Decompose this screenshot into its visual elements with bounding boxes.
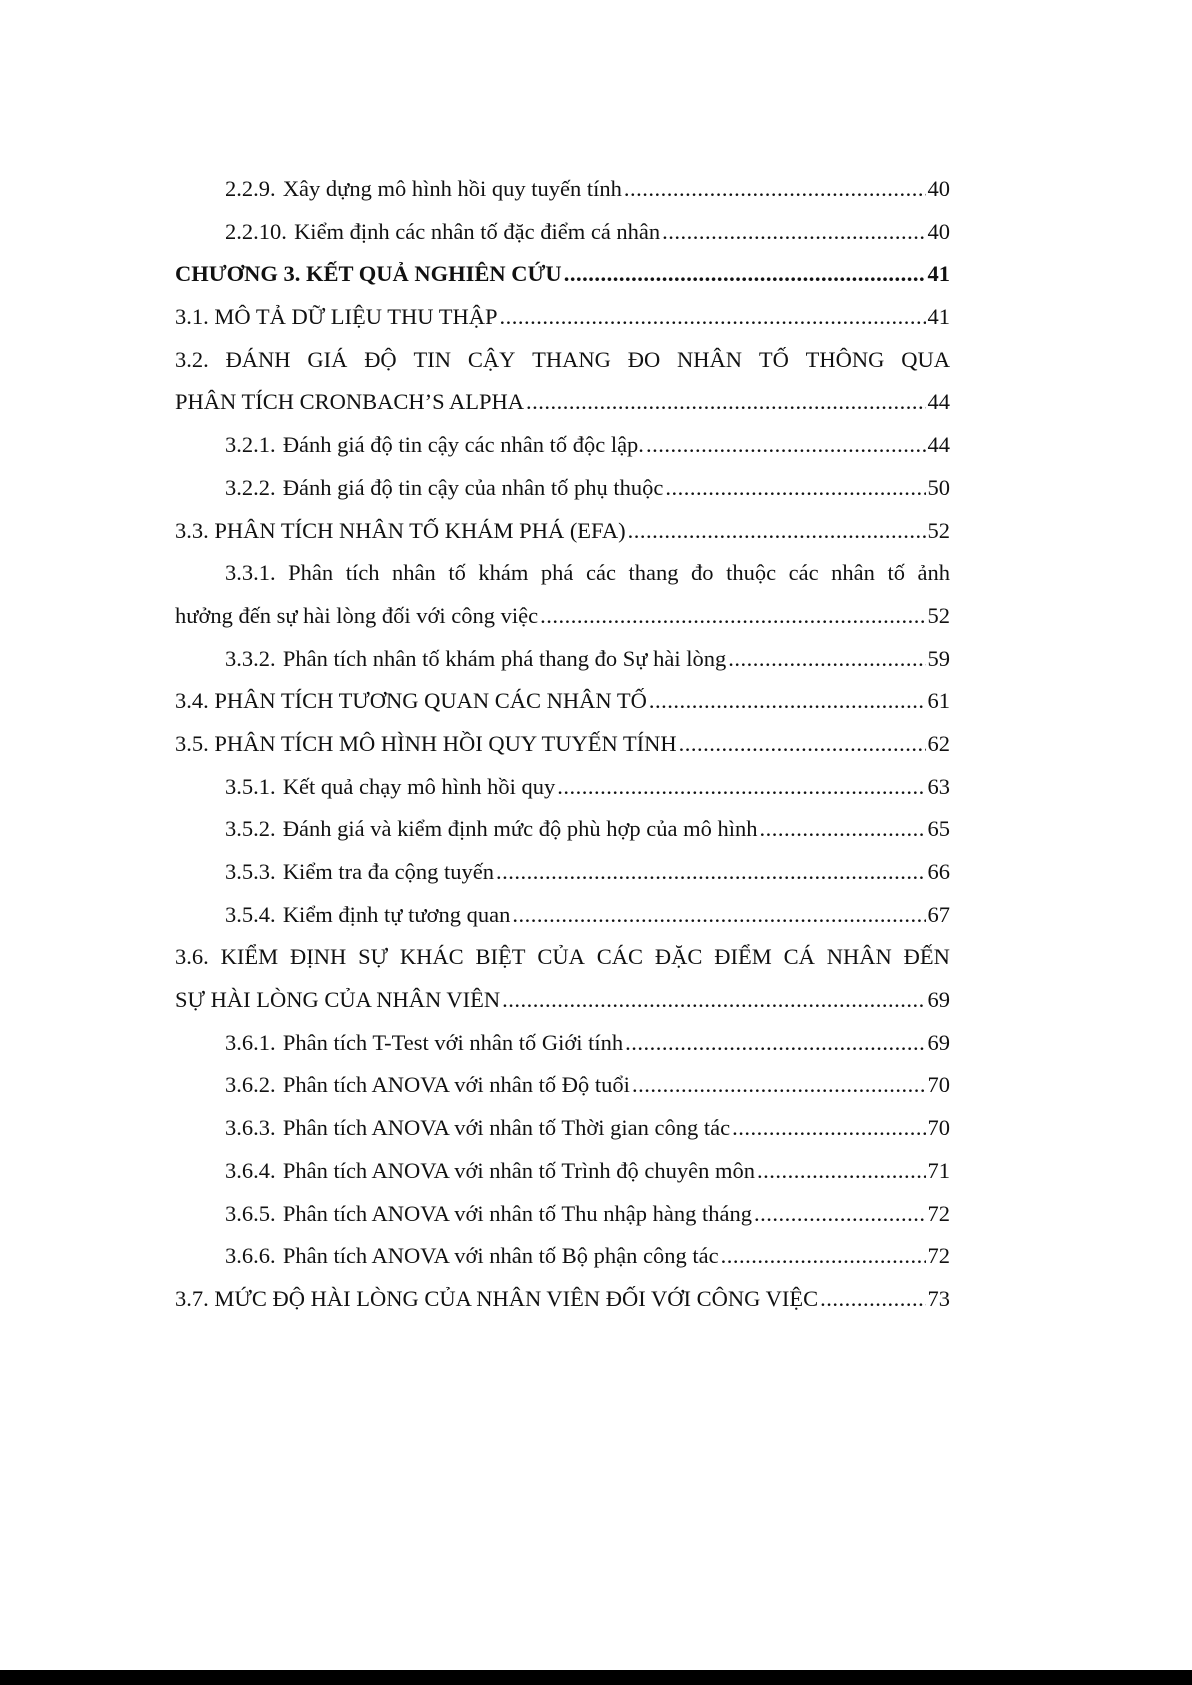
dot-leader: [624, 168, 926, 211]
toc-number: 3.6.3.: [225, 1115, 276, 1141]
dot-leader: [820, 1278, 925, 1321]
toc-word: ĐO: [627, 346, 661, 372]
toc-word: đo: [691, 560, 714, 586]
dot-leader: [649, 680, 926, 723]
toc-title: CHƯƠNG 3. KẾT QUẢ NGHIÊN CỨU: [175, 261, 562, 287]
toc-page-number: 67: [927, 901, 950, 927]
toc-title: Phân tích ANOVA với nhân tố Thời gian công tác: [282, 1115, 731, 1141]
toc-word: CÁC: [596, 944, 644, 970]
dot-leader: [632, 1064, 926, 1107]
toc-number: 3.6.5.: [225, 1200, 276, 1226]
dot-leader: [628, 510, 926, 553]
toc-word: ĐÁNH: [225, 346, 291, 372]
dot-leader: [646, 424, 926, 467]
toc-page-number: 52: [927, 517, 950, 543]
toc-entry-3-6-3[interactable]: [175, 1107, 950, 1150]
toc-entry-3-4[interactable]: [175, 680, 950, 723]
toc-word: ảnh: [917, 560, 950, 586]
dot-leader: [526, 381, 925, 424]
toc-word: CẬY: [467, 346, 516, 372]
toc-number: 2.2.9.: [225, 176, 276, 201]
toc-word: 3.3.1.: [225, 560, 276, 586]
toc-word: ĐẾN: [903, 944, 950, 970]
dot-leader: [496, 851, 926, 894]
toc-word: QUA: [901, 346, 950, 372]
dot-leader: [721, 1235, 926, 1278]
toc-title: 3.7. MỨC ĐỘ HÀI LÒNG CỦA NHÂN VIÊN ĐỐI VỚI CÔNG VIỆC: [175, 1285, 819, 1311]
toc-page-number: 63: [927, 773, 950, 799]
toc-entry-2-2-10[interactable]: [175, 211, 950, 254]
toc-entry-3-5-4[interactable]: [175, 894, 950, 937]
toc-word: TỐ: [758, 346, 789, 372]
toc-word: 3.2.: [175, 346, 209, 372]
toc-entry-3-7[interactable]: [175, 1278, 950, 1321]
dot-leader: [499, 296, 925, 339]
toc-title-line-2: [175, 979, 950, 1022]
toc-entry-3-6-4[interactable]: [175, 1150, 950, 1193]
toc-word: ĐIỂM: [714, 944, 772, 970]
toc-title: hưởng đến sự hài lòng đối với công việc: [175, 602, 539, 628]
toc-page-number: 44: [927, 389, 950, 415]
dot-leader: [512, 894, 925, 937]
toc-word: nhân: [392, 560, 436, 586]
toc-entry-3-6-5[interactable]: [175, 1193, 950, 1236]
toc-page-number: 40: [927, 218, 950, 244]
toc-title-line-1: [175, 339, 950, 382]
toc-title: Đánh giá độ tin cậy của nhân tố phụ thuộc: [282, 474, 664, 500]
toc-entry-3-3-1[interactable]: [175, 552, 950, 637]
toc-title: SỰ HÀI LÒNG CỦA NHÂN VIÊN: [175, 987, 501, 1013]
toc-title: Phân tích ANOVA với nhân tố Bộ phận công tác: [282, 1243, 719, 1269]
toc-number: 3.6.6.: [225, 1243, 276, 1269]
toc-word: các: [788, 560, 819, 586]
toc-title: Phân tích ANOVA với nhân tố Độ tuổi: [282, 1072, 630, 1098]
toc-word: KIỂM: [220, 944, 279, 970]
toc-word: NHÂN: [677, 346, 743, 372]
toc-word: khám: [478, 560, 529, 586]
toc-word: các: [585, 560, 616, 586]
toc-word: BIỆT: [475, 944, 526, 970]
toc-entry-3-2-2[interactable]: [175, 467, 950, 510]
toc-title: Phân tích ANOVA với nhân tố Trình độ chuyên môn: [282, 1157, 755, 1183]
dot-leader: [662, 211, 925, 254]
toc-title-line-2: [175, 595, 950, 638]
toc-entry-3-5[interactable]: [175, 723, 950, 766]
dot-leader: [759, 808, 925, 851]
toc-title: Kiểm định các nhân tố đặc điểm cá nhân: [294, 218, 661, 244]
dot-leader: [754, 1193, 926, 1236]
toc-page-number: 72: [927, 1200, 950, 1226]
toc-entry-3-6-6[interactable]: [175, 1235, 950, 1278]
toc-page-number: 70: [927, 1072, 950, 1098]
dot-leader: [679, 723, 926, 766]
toc-word: TIN: [413, 346, 451, 372]
toc-word: NHÂN: [826, 944, 892, 970]
toc-page-number: 69: [927, 987, 950, 1013]
toc-page-number: 59: [927, 645, 950, 671]
toc-title: 3.4. PHÂN TÍCH TƯƠNG QUAN CÁC NHÂN TỐ: [175, 688, 647, 714]
toc-page-number: 50: [927, 474, 950, 500]
toc-word: tố: [448, 560, 466, 586]
toc-entry-3-6-2[interactable]: [175, 1064, 950, 1107]
toc-page-number: 41: [927, 304, 950, 330]
toc-page-number: 69: [927, 1029, 950, 1055]
toc-entry-3-2-1[interactable]: [175, 424, 950, 467]
toc-page-number: 72: [927, 1243, 950, 1269]
toc-word: THANG: [532, 346, 611, 372]
toc-page-number: 73: [927, 1285, 950, 1311]
toc-number: 3.6.4.: [225, 1157, 276, 1183]
toc-word: phá: [540, 560, 574, 586]
toc-word: tố: [887, 560, 905, 586]
toc-entry-chapter-3[interactable]: [175, 253, 950, 296]
toc-number: 3.2.1.: [225, 432, 276, 458]
toc-title-line-1: [175, 936, 950, 979]
toc-page-number: 62: [927, 730, 950, 756]
toc-entry-3-1[interactable]: [175, 296, 950, 339]
toc-number: 3.5.3.: [225, 859, 276, 884]
toc-title: Xây dựng mô hình hồi quy tuyến tính: [282, 176, 622, 201]
toc-page-number: 44: [927, 432, 950, 458]
toc-page-number: 71: [927, 1157, 950, 1183]
toc-title: Đánh giá và kiểm định mức độ phù hợp của mô hình: [282, 816, 758, 842]
toc-word: 3.6.: [175, 944, 209, 970]
toc-word: thuộc: [726, 560, 777, 586]
table-of-contents: [175, 168, 950, 1321]
dot-leader: [665, 467, 925, 510]
toc-word: thang: [628, 560, 679, 586]
dot-leader: [732, 1107, 925, 1150]
toc-number: 3.6.2.: [225, 1072, 276, 1098]
toc-word: ĐẶC: [654, 944, 703, 970]
toc-number: 3.2.2.: [225, 474, 276, 500]
toc-word: tích: [345, 560, 380, 586]
toc-number: 3.5.1.: [225, 773, 276, 799]
toc-word: ĐỘ: [364, 346, 397, 372]
toc-entry-3-6[interactable]: [175, 936, 950, 1021]
toc-entry-3-6-1[interactable]: [175, 1022, 950, 1065]
toc-title: Đánh giá độ tin cậy các nhân tố độc lập.: [282, 432, 644, 458]
toc-entry-3-3[interactable]: [175, 510, 950, 553]
toc-word: nhân: [831, 560, 875, 586]
toc-word: GIÁ: [307, 346, 348, 372]
dot-leader: [757, 1150, 926, 1193]
toc-title: Phân tích nhân tố khám phá thang đo Sự hài lòng: [282, 645, 727, 671]
toc-page-number: 52: [927, 602, 950, 628]
toc-word: Phân: [288, 560, 334, 586]
dot-leader: [564, 253, 926, 296]
toc-title: Kiểm định tự tương quan: [282, 901, 511, 927]
toc-title: PHÂN TÍCH CRONBACH’S ALPHA: [175, 389, 525, 415]
dot-leader: [625, 1022, 925, 1065]
toc-page-number: 70: [927, 1115, 950, 1141]
toc-entry-3-5-2[interactable]: [175, 808, 950, 851]
toc-title: Kết quả chạy mô hình hồi quy: [282, 773, 556, 799]
dot-leader: [540, 595, 925, 638]
toc-word: THÔNG: [805, 346, 885, 372]
toc-word: CỦA: [537, 944, 585, 970]
toc-page-number: 41: [927, 261, 950, 287]
toc-number: 3.5.4.: [225, 901, 276, 927]
toc-entry-2-2-9[interactable]: [175, 168, 950, 211]
toc-title: Phân tích T-Test với nhân tố Giới tính: [282, 1029, 624, 1055]
toc-number: 3.5.2.: [225, 816, 276, 842]
toc-page-number: 65: [927, 816, 950, 842]
toc-word: SỰ: [358, 944, 389, 970]
toc-title: 3.3. PHÂN TÍCH NHÂN TỐ KHÁM PHÁ (EFA): [175, 517, 626, 543]
toc-title: 3.1. MÔ TẢ DỮ LIỆU THU THẬP: [175, 304, 498, 330]
dot-leader: [728, 638, 925, 681]
bottom-edge-bar: [0, 1670, 1192, 1685]
toc-page-number: 40: [927, 176, 950, 201]
toc-title-line-1: [175, 552, 950, 595]
toc-title: Phân tích ANOVA với nhân tố Thu nhập hàng tháng: [282, 1200, 752, 1226]
toc-number: 3.3.2.: [225, 645, 276, 671]
toc-number: 2.2.10.: [225, 218, 287, 244]
toc-entry-3-5-1[interactable]: [175, 766, 950, 809]
toc-title: Kiểm tra đa cộng tuyến: [282, 859, 494, 884]
dot-leader: [502, 979, 925, 1022]
toc-page-number: 61: [927, 688, 950, 714]
toc-entry-3-2[interactable]: [175, 339, 950, 424]
dot-leader: [557, 766, 925, 809]
toc-entry-3-3-2[interactable]: [175, 638, 950, 681]
toc-word: ĐỊNH: [289, 944, 347, 970]
toc-number: 3.6.1.: [225, 1029, 276, 1055]
toc-word: CÁ: [783, 944, 815, 970]
toc-title-line-2: [175, 381, 950, 424]
toc-page-number: 66: [927, 859, 950, 884]
toc-entry-3-5-3[interactable]: [175, 851, 950, 894]
toc-title: 3.5. PHÂN TÍCH MÔ HÌNH HỒI QUY TUYẾN TÍNH: [175, 730, 677, 756]
toc-word: KHÁC: [399, 944, 464, 970]
